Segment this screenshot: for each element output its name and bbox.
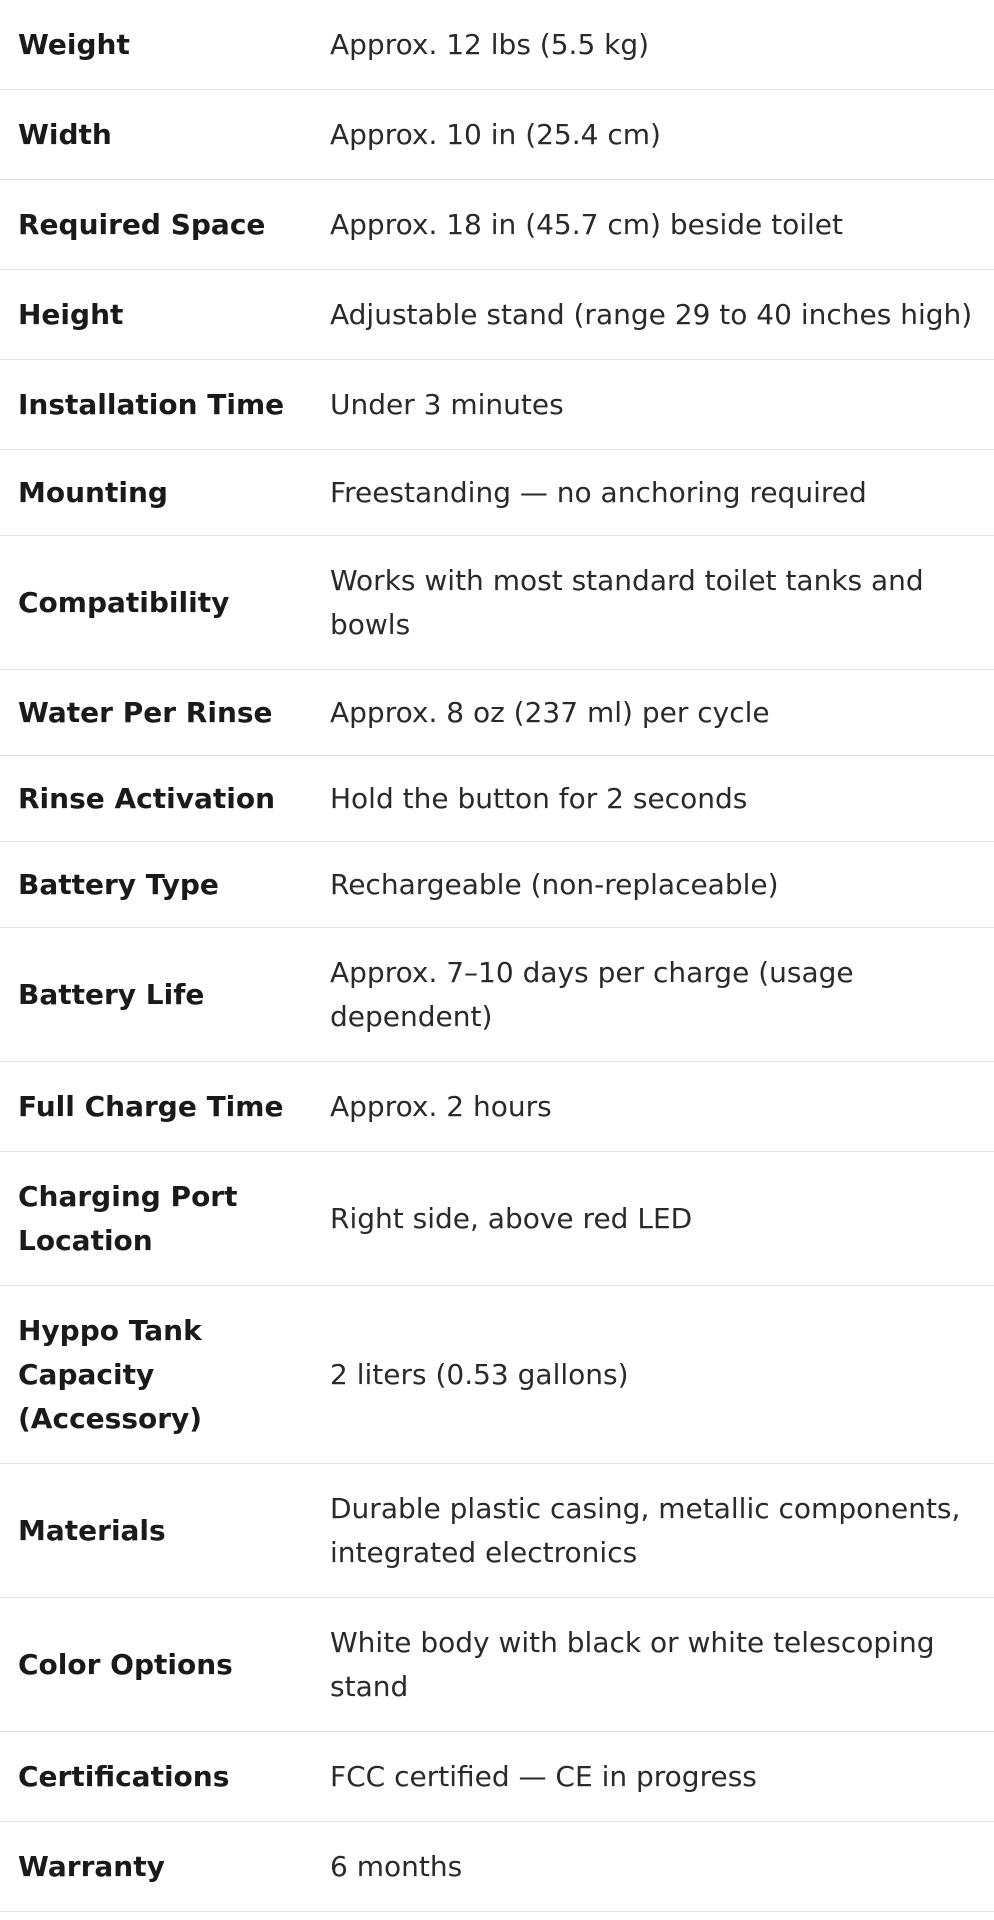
spec-row-full-charge-time	[0, 1062, 994, 1152]
spec-value: Adjustable stand (range 29 to 40 inches high)	[330, 270, 994, 360]
spec-value: Approx. 8 oz (237 ml) per cycle	[330, 670, 994, 756]
spec-row-charging-port-location	[0, 1152, 994, 1286]
spec-value: Approx. 12 lbs (5.5 kg)	[330, 0, 994, 90]
spec-label: Height	[0, 270, 330, 360]
spec-row-battery-type	[0, 842, 994, 928]
spec-value: Freestanding — no anchoring required	[330, 450, 994, 536]
spec-label: Compatibility	[0, 536, 330, 670]
spec-label: Color Options	[0, 1598, 330, 1732]
spec-row-battery-life	[0, 928, 994, 1062]
spec-label: Mounting	[0, 450, 330, 536]
spec-label: Full Charge Time	[0, 1062, 330, 1152]
spec-row-hyppo-tank-capacity	[0, 1286, 994, 1464]
spec-label: Certifications	[0, 1732, 330, 1822]
spec-value: Approx. 18 in (45.7 cm) beside toilet	[330, 180, 994, 270]
spec-row-certifications	[0, 1732, 994, 1822]
spec-label: Required Space	[0, 180, 330, 270]
spec-value: Rechargeable (non-replaceable)	[330, 842, 994, 928]
spec-row-color-options	[0, 1598, 994, 1732]
spec-label: Battery Life	[0, 928, 330, 1062]
spec-value: White body with black or white telescoping stand	[330, 1598, 994, 1732]
spec-label: Battery Type	[0, 842, 330, 928]
spec-value: Hold the button for 2 seconds	[330, 756, 994, 842]
spec-label: Installation Time	[0, 360, 330, 450]
spec-label: Materials	[0, 1464, 330, 1598]
spec-row-width	[0, 90, 994, 180]
spec-value: Approx. 10 in (25.4 cm)	[330, 90, 994, 180]
spec-value: Approx. 2 hours	[330, 1062, 994, 1152]
spec-row-height	[0, 270, 994, 360]
spec-row-materials	[0, 1464, 994, 1598]
spec-label: Charging Port Location	[0, 1152, 330, 1286]
spec-row-installation-time	[0, 360, 994, 450]
spec-label: Weight	[0, 0, 330, 90]
spec-row-mounting	[0, 450, 994, 536]
spec-value: Durable plastic casing, metallic components, integrated electronics	[330, 1464, 994, 1598]
spec-row-weight	[0, 0, 994, 90]
spec-label: Water Per Rinse	[0, 670, 330, 756]
spec-row-water-per-rinse	[0, 670, 994, 756]
spec-value: Under 3 minutes	[330, 360, 994, 450]
spec-row-rinse-activation	[0, 756, 994, 842]
spec-value: 2 liters (0.53 gallons)	[330, 1286, 994, 1464]
spec-label: Rinse Activation	[0, 756, 330, 842]
spec-value: Right side, above red LED	[330, 1152, 994, 1286]
spec-label: Warranty	[0, 1822, 330, 1912]
spec-row-required-space	[0, 180, 994, 270]
spec-row-warranty	[0, 1822, 994, 1912]
spec-label: Width	[0, 90, 330, 180]
spec-value: Approx. 7–10 days per charge (usage dependent)	[330, 928, 994, 1062]
spec-row-compatibility	[0, 536, 994, 670]
spec-value: Works with most standard toilet tanks and bowls	[330, 536, 994, 670]
spec-value: 6 months	[330, 1822, 994, 1912]
spec-label: Hyppo Tank Capacity (Accessory)	[0, 1286, 330, 1464]
spec-value: FCC certified — CE in progress	[330, 1732, 994, 1822]
